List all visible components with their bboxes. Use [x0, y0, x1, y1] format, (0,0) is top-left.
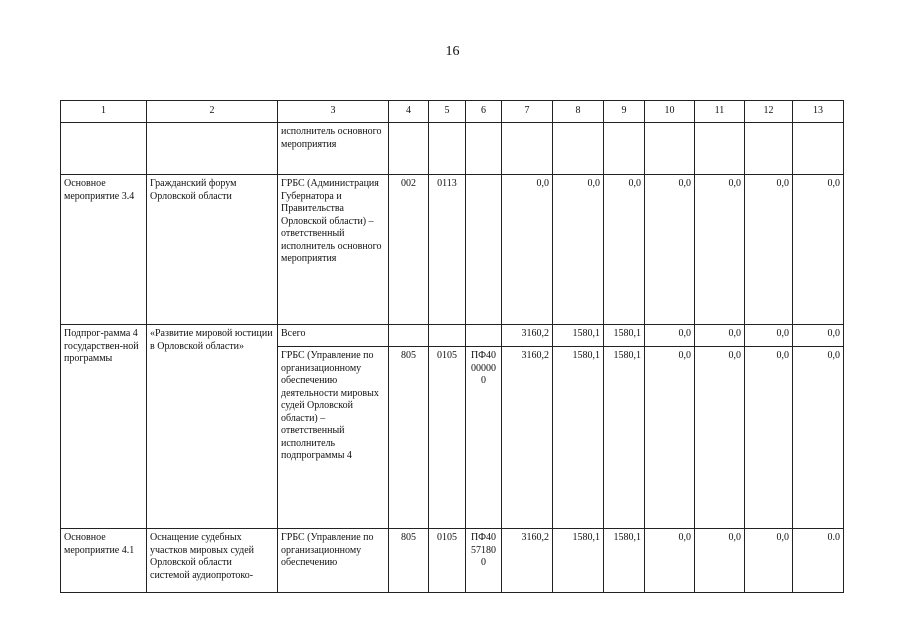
page-number: 16 [445, 44, 460, 59]
cell-value: 0,0 [645, 529, 695, 593]
header-cell: 1 [61, 101, 147, 123]
header-cell: 2 [147, 101, 278, 123]
cell-executor: ГРБС (Администрация Губернатора и Правительства Орловской области) – ответственный исполнитель основного мероприятия [278, 175, 389, 325]
header-cell: 10 [645, 101, 695, 123]
cell-name: «Развитие мировой юстиции в Орловской области» [147, 325, 278, 529]
cell-executor: ГРБС (Управление по организационному обеспечению деятельности мировых судей Орловской области) – ответственный исполнитель подпрограммы 4 [278, 347, 389, 529]
cell-value: 0,0 [695, 347, 745, 529]
cell-rzpr: 0113 [429, 175, 466, 325]
cell-value [645, 123, 695, 175]
header-cell: 13 [793, 101, 844, 123]
cell-grbs: 002 [389, 175, 429, 325]
header-cell: 8 [553, 101, 604, 123]
cell-value: 0,0 [793, 175, 844, 325]
cell-grbs [389, 325, 429, 347]
cell-csr [466, 325, 502, 347]
cell-value [604, 123, 645, 175]
cell-value: 0,0 [793, 347, 844, 529]
cell-grbs [389, 123, 429, 175]
cell-rzpr [429, 123, 466, 175]
header-row [61, 101, 844, 123]
cell-value: 0,0 [745, 347, 793, 529]
cell-value: 1580,1 [553, 325, 604, 347]
cell-value [793, 123, 844, 175]
cell-value: 0,0 [695, 175, 745, 325]
cell-name: Оснащение судебных участков мировых судей Орловской области системой аудиопротоко- [147, 529, 278, 593]
cell-name [147, 123, 278, 175]
header-cell: 3 [278, 101, 389, 123]
cell-value: 0,0 [502, 175, 553, 325]
header-cell: 5 [429, 101, 466, 123]
cell-csr [466, 175, 502, 325]
header-cell: 4 [389, 101, 429, 123]
cell-rzpr [429, 325, 466, 347]
cell-program: Основное мероприятие 3.4 [61, 175, 147, 325]
cell-csr [466, 123, 502, 175]
cell-program [61, 123, 147, 175]
cell-value: 3160,2 [502, 325, 553, 347]
header-cell: 12 [745, 101, 793, 123]
header-cell: 11 [695, 101, 745, 123]
header-cell: 7 [502, 101, 553, 123]
cell-csr: ПФ40571800 [466, 529, 502, 593]
cell-program: Основное мероприятие 4.1 [61, 529, 147, 593]
cell-grbs: 805 [389, 529, 429, 593]
cell-rzpr: 0105 [429, 529, 466, 593]
cell-value: 0,0 [745, 529, 793, 593]
cell-rzpr: 0105 [429, 347, 466, 529]
table-row [61, 529, 844, 593]
cell-value: 0,0 [645, 325, 695, 347]
cell-value: 3160,2 [502, 347, 553, 529]
cell-value: 0,0 [695, 325, 745, 347]
cell-value [745, 123, 793, 175]
cell-grbs: 805 [389, 347, 429, 529]
cell-value: 0,0 [604, 175, 645, 325]
cell-value: 0,0 [745, 175, 793, 325]
table-row [61, 123, 844, 175]
cell-value: 0.0 [793, 529, 844, 593]
cell-value [502, 123, 553, 175]
header-cell: 6 [466, 101, 502, 123]
cell-name: Гражданский форум Орловской области [147, 175, 278, 325]
cell-value: 0,0 [645, 175, 695, 325]
cell-value: 1580,1 [604, 347, 645, 529]
cell-value: 1580,1 [553, 529, 604, 593]
cell-value: 0,0 [553, 175, 604, 325]
cell-executor: Всего [278, 325, 389, 347]
cell-value: 1580,1 [604, 529, 645, 593]
cell-value [553, 123, 604, 175]
cell-value: 0,0 [645, 347, 695, 529]
cell-csr: ПФ40000000 [466, 347, 502, 529]
cell-executor: ГРБС (Управление по организационному обеспечению [278, 529, 389, 593]
cell-program: Подпрог-рамма 4 государствен-ной программы [61, 325, 147, 529]
cell-value [695, 123, 745, 175]
table-row [61, 325, 844, 347]
table-row [61, 175, 844, 325]
cell-value: 0,0 [745, 325, 793, 347]
budget-table [60, 100, 844, 593]
cell-value: 1580,1 [604, 325, 645, 347]
cell-value: 1580,1 [553, 347, 604, 529]
cell-value: 3160,2 [502, 529, 553, 593]
cell-value: 0,0 [695, 529, 745, 593]
cell-value: 0,0 [793, 325, 844, 347]
header-cell: 9 [604, 101, 645, 123]
cell-executor: исполнитель основного мероприятия [278, 123, 389, 175]
